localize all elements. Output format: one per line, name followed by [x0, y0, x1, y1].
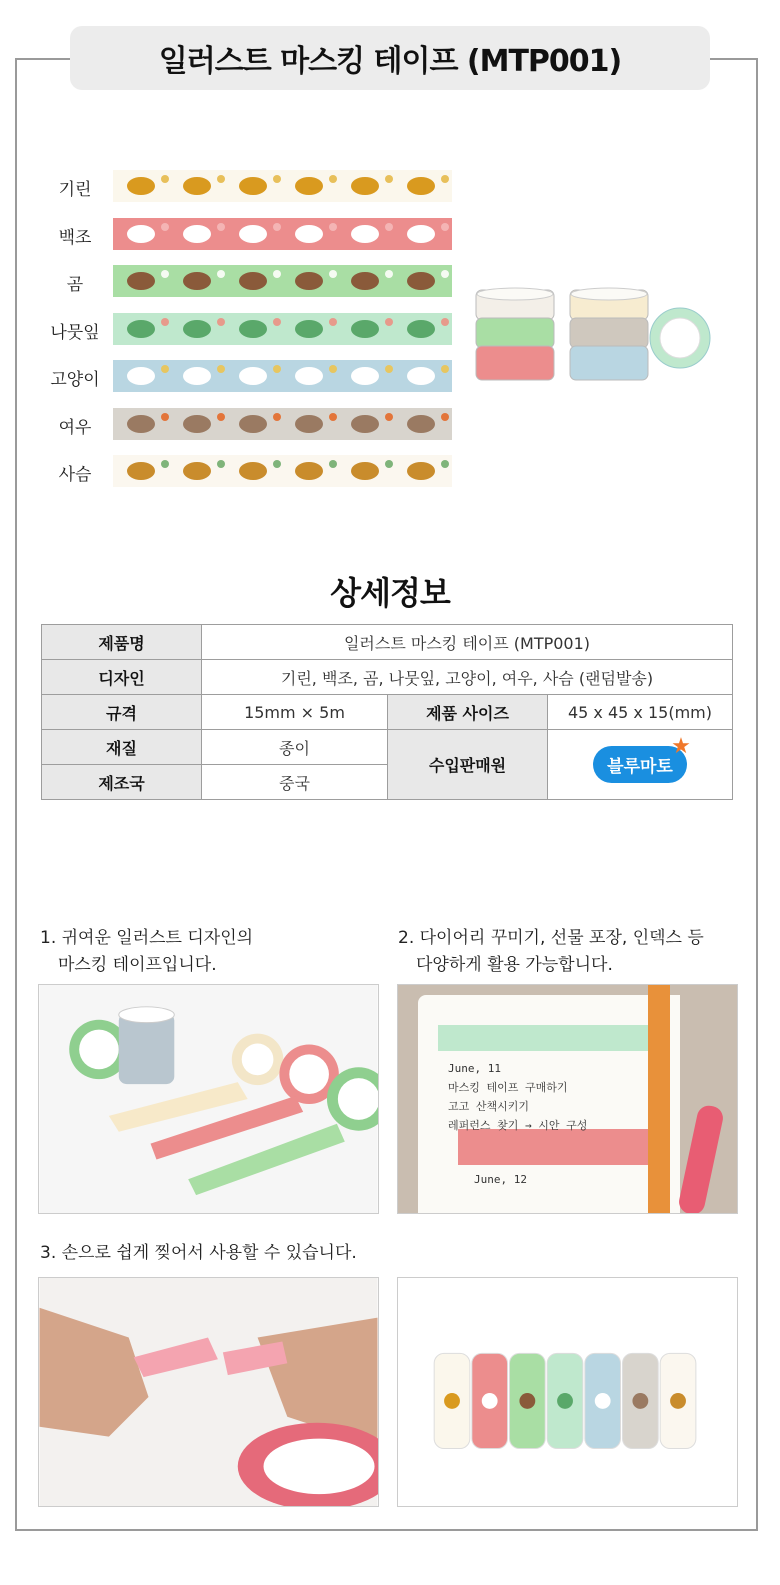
tape-motif: [595, 1393, 611, 1409]
tape-lineup-photo: [397, 1277, 738, 1507]
name-value: 일러스트 마스킹 테이프 (MTP001): [202, 625, 733, 660]
spec-label: 규격: [42, 695, 202, 730]
deer-icon: [113, 455, 452, 487]
tape-rolls-image: [470, 286, 730, 396]
design-value: 기린, 백조, 곰, 나뭇잎, 고양이, 여우, 사슴 (랜덤발송): [202, 660, 733, 695]
diary-date-1: June, 11: [448, 1062, 501, 1075]
table-row: [42, 730, 733, 765]
feature-caption-3: 3. 손으로 쉽게 찢어서 사용할 수 있습니다.: [40, 1243, 357, 1263]
leaf-icon: [113, 313, 452, 345]
diary-date-2: June, 12: [474, 1173, 527, 1186]
bluemato-logo: 블루마토 ★: [593, 746, 687, 783]
tape-motif: [482, 1393, 498, 1409]
tape-motif: [519, 1393, 535, 1409]
diary-photo: [397, 984, 738, 1214]
pattern-label: 백조: [58, 227, 92, 248]
pattern-strip-4: [113, 313, 452, 345]
design-label: 디자인: [42, 660, 202, 695]
table-row: [42, 625, 733, 660]
pattern-label: 나뭇잎: [50, 322, 100, 343]
importer-label: 수입판매원: [388, 730, 548, 800]
diary-todo-2: 고고 산책시키기: [448, 1100, 530, 1113]
material-label: 재질: [42, 730, 202, 765]
tape-motif: [632, 1393, 648, 1409]
material-value: 종이: [202, 730, 388, 765]
pattern-strip-7: [113, 455, 452, 487]
diary-todo-3: 레퍼런스 찾기 → 시안 구성: [448, 1119, 588, 1132]
tape-motif: [444, 1393, 460, 1409]
feature-caption-1: 1. 귀여운 일러스트 디자인의 마스킹 테이프입니다.: [40, 928, 254, 975]
cat-icon: [113, 360, 452, 392]
swan-icon: [113, 218, 452, 250]
feature-caption-2: 2. 다이어리 꾸미기, 선물 포장, 인덱스 등 다양하게 활용 가능합니다.: [398, 928, 704, 975]
giraffe-icon: [113, 170, 452, 202]
size-value: 45 x 45 x 15(mm): [548, 695, 733, 730]
diary-todo-1: 마스킹 테이프 구매하기: [448, 1081, 568, 1094]
star-icon: ★: [671, 734, 691, 759]
pattern-label: 고양이: [50, 370, 100, 390]
details-heading: 상세정보: [330, 574, 450, 612]
tape-motif: [557, 1393, 573, 1409]
page-title: 일러스트 마스킹 테이프 (MTP001): [70, 26, 710, 90]
pattern-strip-6: [113, 408, 452, 440]
pattern-strip-5: [113, 360, 452, 392]
table-row: [42, 660, 733, 695]
fox-icon: [113, 408, 452, 440]
pattern-strip-1: [113, 170, 452, 202]
bear-icon: [113, 265, 452, 297]
pattern-label: 여우: [58, 417, 92, 438]
pattern-strip-2: [113, 218, 452, 250]
pattern-label: 사슴: [58, 465, 92, 485]
tape-rolls-photo: [38, 984, 379, 1214]
tape-motif: [670, 1393, 686, 1409]
pattern-label: 곰: [66, 275, 84, 295]
name-label: 제품명: [42, 625, 202, 660]
importer-logo-cell: [548, 730, 733, 800]
spec-value: 15mm × 5m: [202, 695, 388, 730]
details-table: [41, 624, 733, 800]
pattern-label: 기린: [58, 180, 92, 200]
origin-value: 중국: [202, 765, 388, 800]
tearing-tape-photo: [38, 1277, 379, 1507]
size-label: 제품 사이즈: [388, 695, 548, 730]
pattern-strip-3: [113, 265, 452, 297]
table-row: [42, 695, 733, 730]
origin-label: 제조국: [42, 765, 202, 800]
